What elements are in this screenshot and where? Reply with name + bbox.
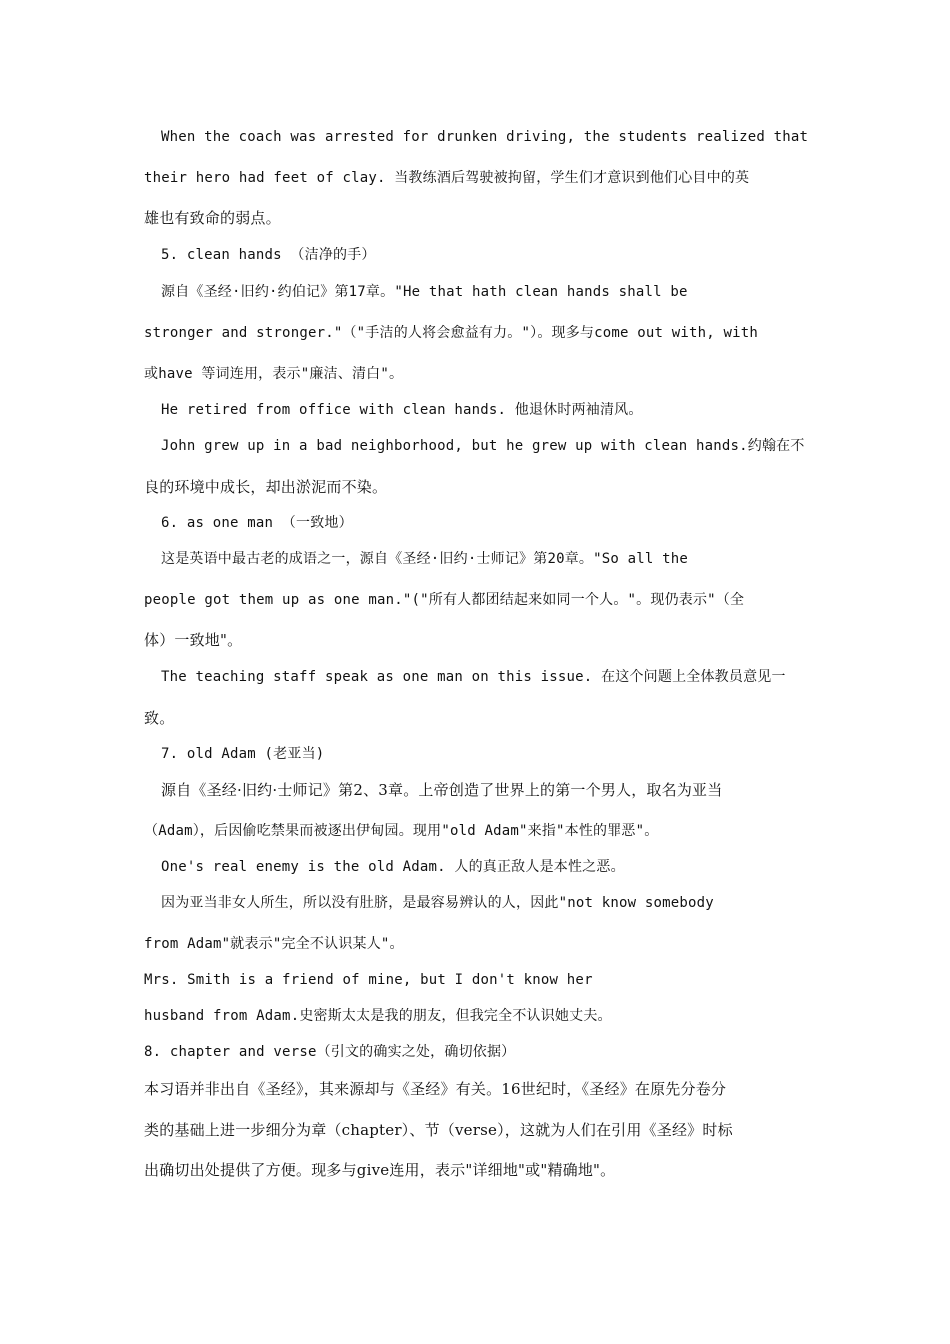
text-line: their hero had feet of clay. 当教练酒后驾驶被拘留，学生们才意识到他们心目中的英 [144, 170, 750, 186]
section-heading-8: 8. chapter and verse（引文的确实之处，确切依据） [144, 1044, 516, 1060]
example-sentence: One's real enemy is the old Adam. 人的真正敌人是本性之恶。 [161, 859, 625, 875]
text-line: 类的基础上进一步细分为章（chapter）、节（verse），这就为人们在引用《圣经》时标 [144, 1121, 733, 1139]
text-line: 出确切出处提供了方便。现多与give连用，表示"详细地"或"精确地"。 [144, 1161, 616, 1179]
example-sentence: John grew up in a bad neighborhood, but he grew up with clean hands.约翰在不 [161, 438, 805, 454]
text-line: 本习语并非出自《圣经》，其来源却与《圣经》有关。16世纪时，《圣经》在原先分卷分 [144, 1080, 727, 1098]
text-line: stronger and stronger."（"手洁的人将会愈益有力。"）。现多与come out with, with [144, 325, 759, 341]
text-line: 因为亚当非女人所生，所以没有肚脐，是最容易辨认的人，因此"not know somebody [161, 895, 714, 911]
text-line: people got them up as one man."("所有人都团结起来如同一个人。"。现仍表示"（全 [144, 592, 745, 608]
example-sentence: husband from Adam.史密斯太太是我的朋友，但我完全不认识她丈夫。 [144, 1008, 612, 1024]
text-line: （Adam），后因偷吃禁果而被逐出伊甸园。现用"old Adam"来指"本性的罪恶"。 [144, 823, 659, 839]
text-line: 良的环境中成长，却出淤泥而不染。 [144, 478, 388, 496]
text-line: 致。 [144, 709, 175, 727]
section-heading-6: 6. as one man （一致地） [161, 515, 353, 531]
text-line: When the coach was arrested for drunken driving, the students realized that [161, 129, 809, 145]
text-line: 源自《圣经·旧约·约伯记》第17章。"He that hath clean hands shall be [161, 284, 688, 300]
text-line: from Adam"就表示"完全不认识某人"。 [144, 936, 404, 952]
example-sentence: He retired from office with clean hands. 他退休时两袖清风。 [161, 402, 643, 418]
text-line: 源自《圣经·旧约·士师记》第2、3章。上帝创造了世界上的第一个男人，取名为亚当 [161, 781, 723, 799]
text-line: 雄也有致命的弱点。 [144, 209, 281, 227]
example-sentence: Mrs. Smith is a friend of mine, but I don't know her [144, 972, 593, 988]
section-heading-7: 7. old Adam (老亚当) [161, 746, 325, 762]
section-heading-5: 5. clean hands （洁净的手） [161, 247, 376, 263]
text-line: 体）一致地"。 [144, 631, 243, 649]
example-sentence: The teaching staff speak as one man on this issue. 在这个问题上全体教员意见一 [161, 669, 786, 685]
text-line: 或have 等词连用，表示"廉洁、清白"。 [144, 366, 404, 382]
text-line: 这是英语中最古老的成语之一，源自《圣经·旧约·士师记》第20章。"So all the [161, 551, 689, 567]
